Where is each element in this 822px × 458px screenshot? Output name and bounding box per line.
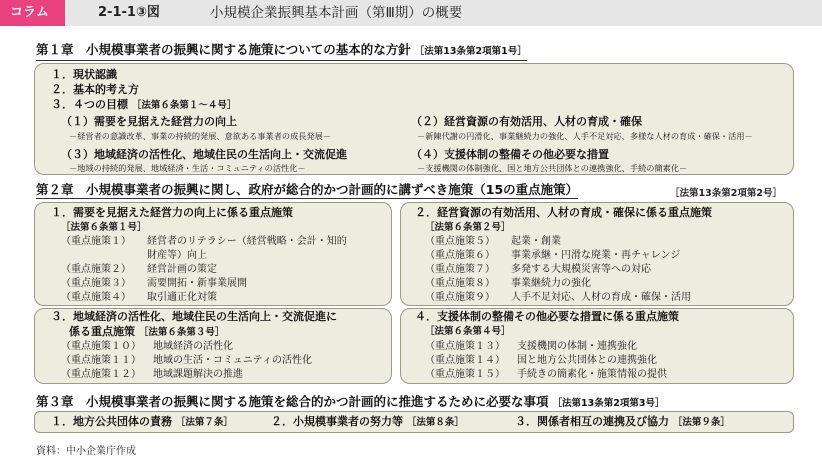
figure-header (0, 0, 822, 26)
policy-14-label: （重点施策１４） (425, 355, 505, 366)
policy-box-3 (34, 308, 392, 384)
policy-10-label: （重点施策１０） (61, 341, 141, 352)
ch3-item-efforts (271, 415, 464, 430)
ch3-item2-ref: ［法第８条］ (406, 417, 464, 428)
policy-3-label: （重点施策３） (61, 278, 131, 289)
ch3-item2-label: ２．小規模事業者の努力等 (271, 415, 403, 428)
goal4-title: （４）支援体制の整備その他必要な措置 (411, 148, 609, 161)
ch1-item-four-goals (51, 98, 236, 113)
chapter1-heading (36, 42, 527, 61)
box3-ref: ［法第６条第３号］ (138, 327, 225, 338)
policy-4-text: 取引適正化対策 (147, 292, 217, 303)
policy-6-text: 事業承継・円滑な廃業・再チャレンジ (511, 250, 681, 261)
ch1-item-current-status: １．現状認識 (51, 68, 117, 81)
chapter3-title: 第３章 小規模事業者の振興に関する施策を総合的かつ計画的に推進するために必要な事項 (36, 394, 549, 409)
policy-5-label: （重点施策５） (425, 236, 495, 247)
goal2-description: －新陳代謝の円滑化、事業継続力の強化、人手不足対応、多様な人材の育成・確保・活用－ (417, 131, 753, 141)
policy-15-text: 手続きの簡素化・施策情報の提供 (517, 369, 667, 380)
box4-title: ４．支援体制の整備その他必要な措置に係る重点施策 (415, 310, 679, 323)
box3-title-b: 係る重点施策 (69, 325, 135, 338)
policy-1-text-b: 財産等）向上 (147, 250, 207, 261)
ch3-item-cooperation (515, 415, 730, 430)
policy-9-text: 人手不足対応、人材の育成・確保・活用 (511, 292, 691, 303)
policy-8-label: （重点施策８） (425, 278, 495, 289)
chapter3-ref: ［法第13条第2項第3号］ (552, 398, 665, 409)
policy-15-label: （重点施策１５） (425, 369, 505, 380)
ch3-item1-label: １．地方公共団体の責務 (51, 415, 172, 428)
ch1-four-goals-ref: ［法第６条第１～４号］ (131, 100, 237, 111)
policy-12-text: 地域課題解決の推進 (153, 369, 243, 380)
goal4-description: －支援機関の体制強化、国と地方公共団体との連携強化、手続の簡素化－ (417, 163, 688, 173)
column-label: コラム (0, 0, 65, 26)
policy-13-text: 支援機関の体制・連携強化 (517, 341, 637, 352)
policy-box-1 (34, 202, 392, 306)
chapter3-box (34, 411, 794, 433)
ch3-item-local-gov (51, 415, 233, 430)
ch3-item1-ref: ［法第７条］ (175, 417, 233, 428)
box1-title: １．需要を見据えた経営力の向上に係る重点施策 (51, 206, 293, 219)
policy-7-text: 多発する大規模災害等への対応 (511, 264, 651, 275)
ch1-item-basic-thinking: ２．基本的考え方 (51, 83, 139, 96)
box4-ref: ［法第６条第４号］ (425, 326, 511, 337)
policy-box-4 (400, 308, 794, 384)
goal1-title: （１）需要を見据えた経営力の向上 (61, 115, 237, 128)
policy-2-label: （重点施策２） (61, 264, 131, 275)
policy-4-label: （重点施策４） (61, 292, 131, 303)
policy-7-label: （重点施策７） (425, 264, 495, 275)
chapter1-ref: ［法第13条第2項第1号］ (414, 46, 527, 57)
policy-6-label: （重点施策６） (425, 250, 495, 261)
policy-1-label: （重点施策１） (61, 236, 131, 247)
policy-8-text: 事業継続力の強化 (511, 278, 591, 289)
policy-3-text: 需要開拓・新事業展開 (147, 278, 247, 289)
policy-14-text: 国と地方公共団体との連携強化 (517, 355, 657, 366)
chapter1-title: 第１章 小規模事業者の振興に関する施策についての基本的な方針 (36, 42, 411, 57)
policy-box-2 (400, 202, 794, 306)
policy-12-label: （重点施策１２） (61, 369, 141, 380)
box3-title-line1: ３．地域経済の活性化、地域住民の生活向上・交流促進に (51, 310, 337, 323)
chapter2-title: 第２章 小規模事業者の振興に関し、政府が総合的かつ計画的に講ずべき施策（15の重点施策） (36, 182, 579, 197)
figure-title: 小規模企業振興基本計画（第Ⅲ期）の概要 (210, 5, 463, 21)
chapter2-heading (36, 182, 578, 199)
policy-9-label: （重点施策９） (425, 292, 495, 303)
goal3-description: －地域の持続的発展、地域経済・生活・コミュニティの活性化－ (69, 163, 306, 173)
policy-11-text: 地域の生活・コミュニティの活性化 (153, 355, 312, 366)
chapter2-ref: ［法第13条第2項第2号］ (670, 188, 782, 199)
chapter1-box (34, 63, 794, 175)
policy-1-text-a: 経営者のリテラシー（経営戦略・会計・知的 (147, 236, 347, 247)
goal2-title: （２）経営資源の有効活用、人材の育成・確保 (411, 115, 642, 128)
source-note: 資料：中小企業庁作成 (36, 446, 136, 457)
box3-title-line2 (69, 325, 224, 340)
policy-11-label: （重点施策１１） (61, 355, 141, 366)
ch1-four-goals-label: ３．４つの目標 (51, 98, 128, 111)
policy-2-text: 経営計画の策定 (147, 264, 217, 275)
policy-10-text: 地域経済の活性化 (153, 341, 233, 352)
box1-ref: ［法第６条第１号］ (61, 222, 147, 233)
goal3-title: （３）地域経済の活性化、地域住民の生活向上・交流促進 (61, 148, 347, 161)
policy-13-label: （重点施策１３） (425, 341, 505, 352)
ch3-item3-ref: ［法第９条］ (672, 417, 730, 428)
policy-5-text: 起業・創業 (511, 236, 561, 247)
figure-number: 2-1-1③図 (98, 5, 160, 20)
goal1-description: －経営者の意識改革、事業の持続的発展、意欲ある事業者の成長発展－ (69, 131, 332, 141)
ch3-item3-label: ３．関係者相互の連携及び協力 (515, 415, 669, 428)
box2-title: ２．経営資源の有効活用、人材の育成・確保に係る重点施策 (415, 206, 712, 219)
box2-ref: ［法第６条第２号］ (425, 222, 511, 233)
